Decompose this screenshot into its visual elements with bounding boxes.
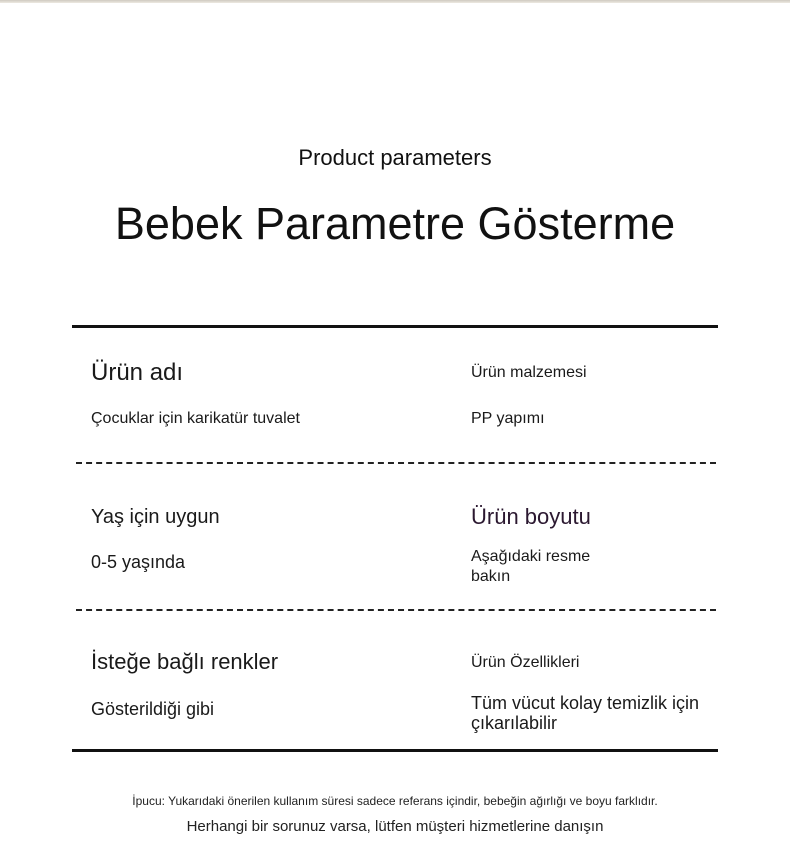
param-label-colors: İsteğe bağlı renkler [91,649,279,674]
param-value-product-name: Çocuklar için karikatür tuvalet [91,410,300,427]
table-bottom-rule [72,749,718,752]
param-label-size: Ürün boyutu [471,504,591,529]
footer-note: Herhangi bir sorunuz varsa, lütfen müşteri hizmetlerine danışın [186,818,604,835]
row-divider-1 [76,462,716,464]
page-title: Bebek Parametre Gösterme [114,198,676,249]
table-top-rule [72,325,718,328]
param-label-features: Ürün Özellikleri [471,654,580,671]
param-value-features: Tüm vücut kolay temizlik için çıkarılabilir [471,693,700,733]
param-value-age: 0-5 yaşında [91,552,186,572]
param-value-size: Aşağıdaki resme bakın [471,548,591,585]
row-divider-2 [76,609,716,611]
param-label-age: Yaş için uygun [91,506,220,528]
top-border [0,0,790,3]
param-value-colors: Gösterildiği gibi [91,699,215,719]
footer-tip: İpucu: Yukarıdaki önerilen kullanım süresi sadece referans içindir, bebeğin ağırlığı ve boyu farklıdır. [132,794,658,808]
param-value-material: PP yapımı [471,410,545,427]
page-subtitle: Product parameters [298,145,492,170]
param-label-product-name: Ürün adı [91,359,184,386]
param-label-material: Ürün malzemesi [471,364,587,381]
